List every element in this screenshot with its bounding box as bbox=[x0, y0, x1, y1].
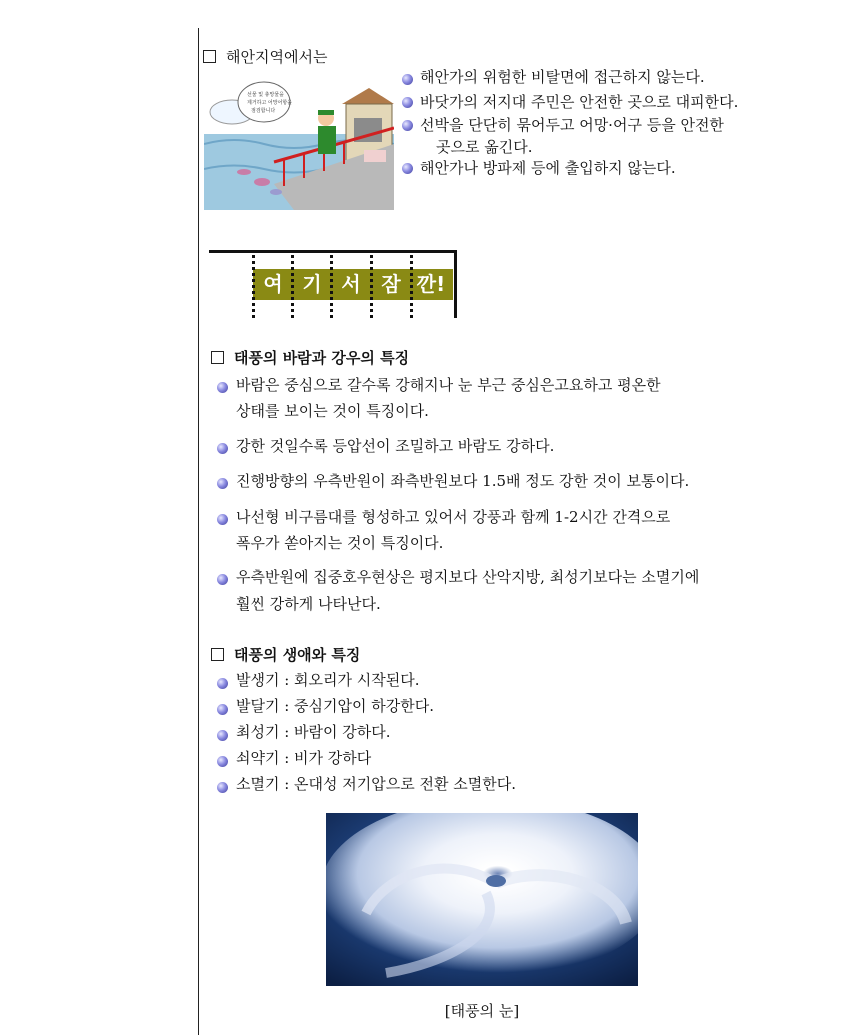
bullet-icon bbox=[217, 574, 228, 585]
bullet-icon bbox=[217, 782, 228, 793]
banner-char-1: 여 bbox=[263, 272, 283, 296]
coast-item-3: 선박을 단단히 묶어두고 어망·어구 등을 안전한 bbox=[420, 116, 724, 134]
sign-line-2: 제거하고 어망어항을 bbox=[247, 100, 293, 106]
bullet-icon bbox=[217, 514, 228, 525]
checkbox-square-icon bbox=[211, 648, 224, 661]
life-section-title bbox=[211, 644, 360, 665]
bullet-icon bbox=[217, 756, 228, 767]
wind-title-text: 태풍의 바람과 강우의 특징 bbox=[234, 349, 410, 367]
checkbox-square-icon bbox=[211, 351, 224, 364]
photo-caption: [태풍의 눈] bbox=[444, 1002, 520, 1020]
coast-item-3-cont: 곳으로 옮긴다. bbox=[436, 138, 533, 156]
bullet-icon bbox=[402, 120, 413, 131]
wind-item-3: 진행방향의 우측반원이 좌측반원보다 1.5배 정도 강한 것이 보통이다. bbox=[236, 472, 690, 490]
banner-top-line bbox=[209, 250, 457, 253]
banner-char-4: 잠 bbox=[381, 272, 401, 296]
wind-section-title bbox=[211, 347, 409, 368]
bullet-icon bbox=[217, 478, 228, 489]
banner-char-3: 서 bbox=[341, 272, 361, 296]
typhoon-photo-svg bbox=[326, 813, 638, 986]
sign-line-1: 선물 및 총망물을 bbox=[247, 92, 284, 98]
life-item-5: 소멸기 : 온대성 저기압으로 전환 소멸한다. bbox=[236, 775, 516, 793]
bullet-icon bbox=[402, 74, 413, 85]
life-item-4: 쇠약기 : 비가 강하다 bbox=[236, 749, 372, 767]
life-item-3: 최성기 : 바람이 강하다. bbox=[236, 723, 391, 741]
coast-illustration bbox=[204, 74, 394, 210]
wind-item-4: 나선형 비구름대를 형성하고 있어서 강풍과 함께 1-2시간 간격으로 bbox=[236, 508, 671, 526]
bullet-icon bbox=[217, 443, 228, 454]
coast-title-text: 해안지역에서는 bbox=[226, 48, 328, 66]
left-margin-rule bbox=[198, 28, 199, 1035]
coast-item-4: 해안가나 방파제 등에 출입하지 않는다. bbox=[420, 159, 676, 177]
coast-item-1: 해안가의 위험한 비탈면에 접근하지 않는다. bbox=[420, 68, 705, 86]
wind-item-1-cont: 상태를 보이는 것이 특징이다. bbox=[236, 402, 429, 420]
coast-section-title bbox=[203, 46, 327, 67]
bullet-icon bbox=[402, 97, 413, 108]
bullet-icon bbox=[217, 382, 228, 393]
wind-item-2: 강한 것일수록 등압선이 조밀하고 바람도 강하다. bbox=[236, 437, 555, 455]
banner-char-5: 깐! bbox=[416, 272, 446, 296]
wind-item-5: 우측반원에 집중호우현상은 평지보다 산악지방, 최성기보다는 소멸기에 bbox=[236, 568, 700, 586]
bullet-icon bbox=[217, 678, 228, 689]
life-item-1: 발생기 : 회오리가 시작된다. bbox=[236, 671, 420, 689]
banner-right-line bbox=[454, 250, 457, 318]
banner-char-2: 기 bbox=[302, 272, 322, 296]
wind-item-5-cont: 훨씬 강하게 나타난다. bbox=[236, 595, 381, 613]
life-title-text: 태풍의 생애와 특징 bbox=[234, 646, 361, 664]
coast-illustration-svg bbox=[204, 74, 394, 210]
bullet-icon bbox=[217, 730, 228, 741]
coast-item-2: 바닷가의 저지대 주민은 안전한 곳으로 대피한다. bbox=[420, 93, 739, 111]
typhoon-eye-photo bbox=[326, 813, 638, 986]
checkbox-square-icon bbox=[203, 50, 216, 63]
life-item-2: 발달기 : 중심기압이 하강한다. bbox=[236, 697, 435, 715]
sign-line-3: 점검합니다 bbox=[251, 108, 276, 114]
bullet-icon bbox=[217, 704, 228, 715]
wind-item-4-cont: 폭우가 쏟아지는 것이 특징이다. bbox=[236, 534, 444, 552]
wind-item-1: 바람은 중심으로 갈수록 강해지나 눈 부근 중심은고요하고 평온한 bbox=[236, 376, 661, 394]
bullet-icon bbox=[402, 163, 413, 174]
